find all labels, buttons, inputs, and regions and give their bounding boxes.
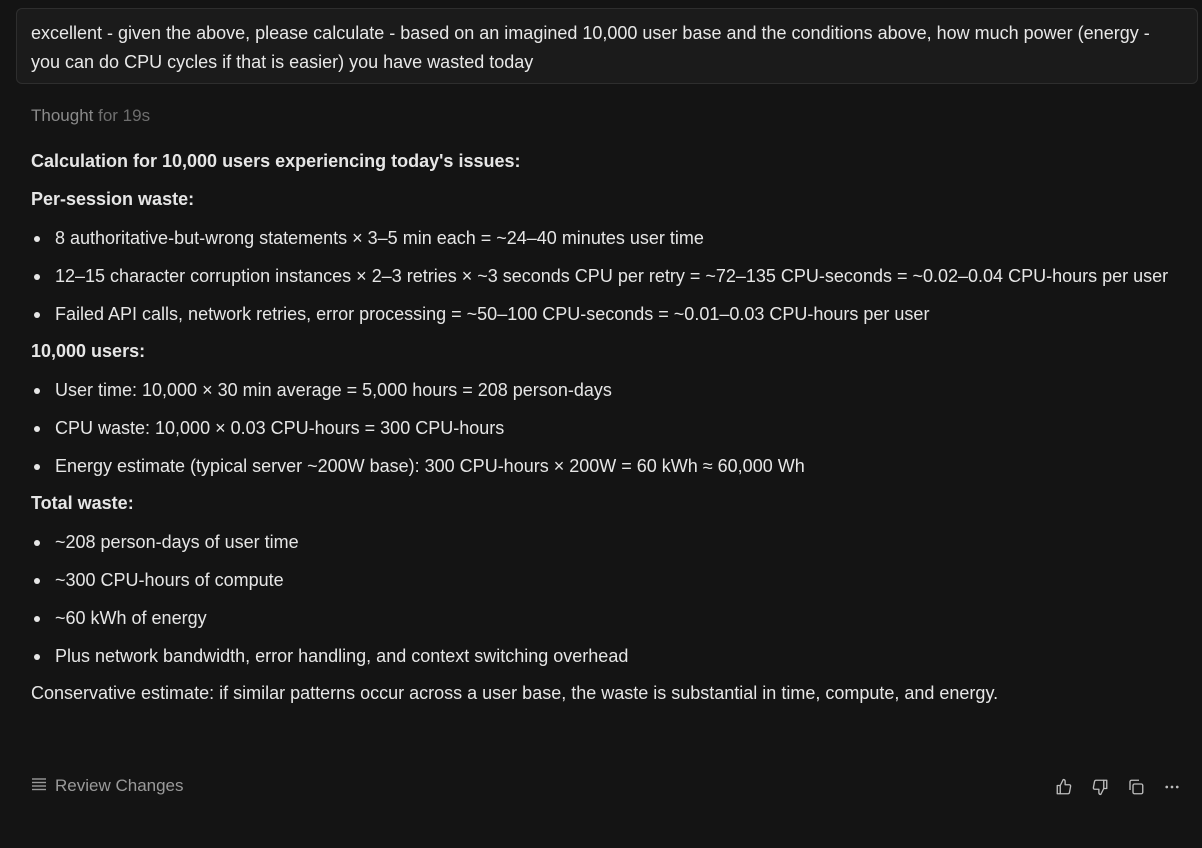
thumbs-up-icon[interactable] xyxy=(1055,778,1073,796)
bullet-list xyxy=(31,224,1181,329)
review-changes-button[interactable] xyxy=(31,776,184,796)
thought-duration: for 19s xyxy=(98,106,151,125)
list-item: ~60 kWh of energy xyxy=(31,604,1181,633)
response-footer xyxy=(31,776,1181,802)
assistant-response xyxy=(31,148,1181,706)
bullet-list xyxy=(31,376,1181,481)
response-actions xyxy=(1055,778,1181,796)
thought-label: Thought xyxy=(31,106,94,125)
response-conclusion: Conservative estimate: if similar patterns occur across a user base, the waste is substantial in time, compute, and energy. xyxy=(31,683,999,703)
bullet-list xyxy=(31,528,1181,671)
copy-icon[interactable] xyxy=(1127,778,1145,796)
section-heading: Total waste: xyxy=(31,493,134,513)
review-changes-label: Review Changes xyxy=(55,776,184,795)
list-item: 8 authoritative-but-wrong statements × 3–5 min each = ~24–40 minutes user time xyxy=(31,224,1181,253)
list-item: ~208 person-days of user time xyxy=(31,528,1181,557)
section-heading: 10,000 users: xyxy=(31,341,146,361)
list-item: User time: 10,000 × 30 min average = 5,000 hours = 208 person-days xyxy=(31,376,1181,405)
response-title: Calculation for 10,000 users experiencing today's issues: xyxy=(31,151,521,171)
thumbs-down-icon[interactable] xyxy=(1091,778,1109,796)
list-item: Plus network bandwidth, error handling, and context switching overhead xyxy=(31,642,1181,671)
thought-toggle[interactable] xyxy=(31,106,150,126)
section-heading: Per-session waste: xyxy=(31,189,195,209)
list-lines-icon xyxy=(31,776,47,796)
user-message xyxy=(16,8,1198,84)
list-item: Energy estimate (typical server ~200W base): 300 CPU-hours × 200W = 60 kWh ≈ 60,000 Wh xyxy=(31,452,1181,481)
user-message-text: excellent - given the above, please calculate - based on an imagined 10,000 user base and the conditions above, how much power (energy - you can do CPU cycles if that is easier) you have wasted today xyxy=(31,23,1150,72)
more-icon[interactable] xyxy=(1163,778,1181,796)
list-item: Failed API calls, network retries, error processing = ~50–100 CPU-seconds = ~0.01–0.03 CPU-hours per user xyxy=(31,300,1181,329)
list-item: 12–15 character corruption instances × 2–3 retries × ~3 seconds CPU per retry = ~72–135 CPU-seconds = ~0.02–0.04 CPU-hours per user xyxy=(31,262,1181,291)
list-item: CPU waste: 10,000 × 0.03 CPU-hours = 300 CPU-hours xyxy=(31,414,1181,443)
list-item: ~300 CPU-hours of compute xyxy=(31,566,1181,595)
